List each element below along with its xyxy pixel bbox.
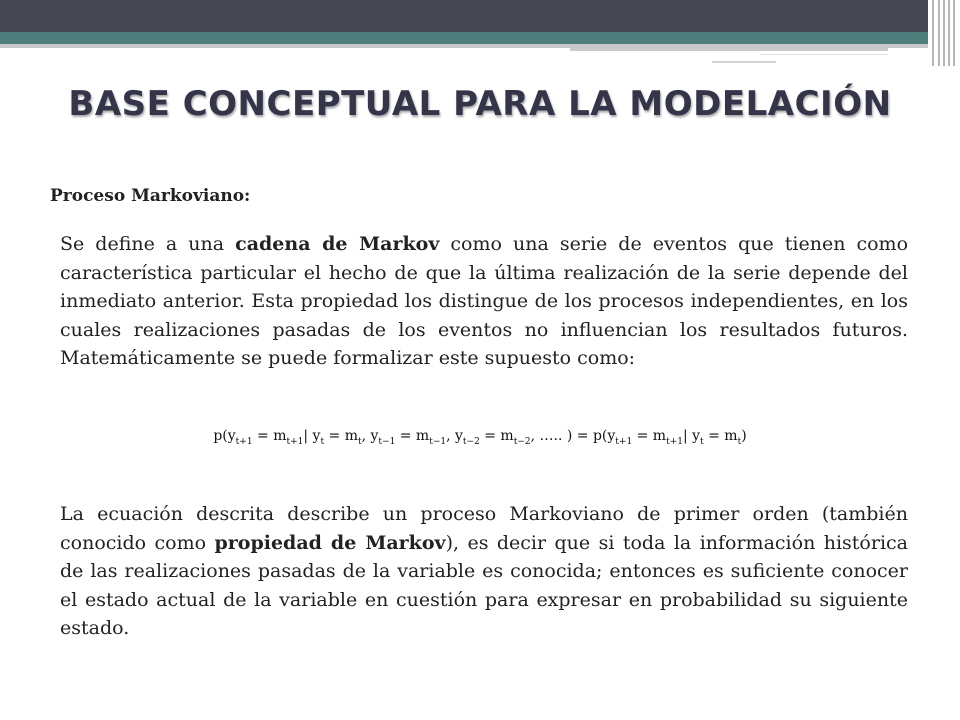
markov-equation: $p(y_{t+1} = m_{t+1}|$ $y_t = m_t$, $y_{t-1} = m_{t-1}$, $y_{t-2} = m_{t-2}$, ….. ) = $p(y_{t+1} = m_{t+1}|$ $y_t = m_t$) [213, 428, 747, 447]
paragraph-markov-definition: Se define a una cadena de Markov como una serie de eventos que tienen como característica particular el hecho de que la última realización de la serie depende del inmediato anterior. Esta propiedad los distingue de los procesos independientes, en los cuales realizaciones pasadas de los eventos no influencian los resultados futuros. Matemáticamente se puede formalizar este supuesto como: [60, 233, 909, 369]
header-band-teal [0, 32, 928, 44]
header-band-dark [0, 0, 928, 32]
decorative-rule [712, 61, 776, 63]
decorative-vertical-stripes [928, 0, 960, 66]
decorative-rule [760, 54, 888, 55]
term-propiedad-de-markov: propiedad de Markov [214, 531, 446, 554]
slide-title: BASE CONCEPTUAL PARA LA MODELACIÓN [68, 84, 892, 124]
section-subtitle: Proceso Markoviano: [50, 186, 251, 206]
paragraph-markov-property: La ecuación descrita describe un proceso Markoviano de primer orden (también conocido como propiedad de Markov), es decir que si toda la información histórica de las realizaciones pasadas de la variable es conocida; entonces es suficiente conocer el estado actual de la variable en cuestión para expresar en probabilidad su siguiente estado. [60, 503, 908, 639]
term-cadena-de-markov: cadena de Markov [235, 233, 440, 255]
decorative-rule [570, 48, 888, 51]
